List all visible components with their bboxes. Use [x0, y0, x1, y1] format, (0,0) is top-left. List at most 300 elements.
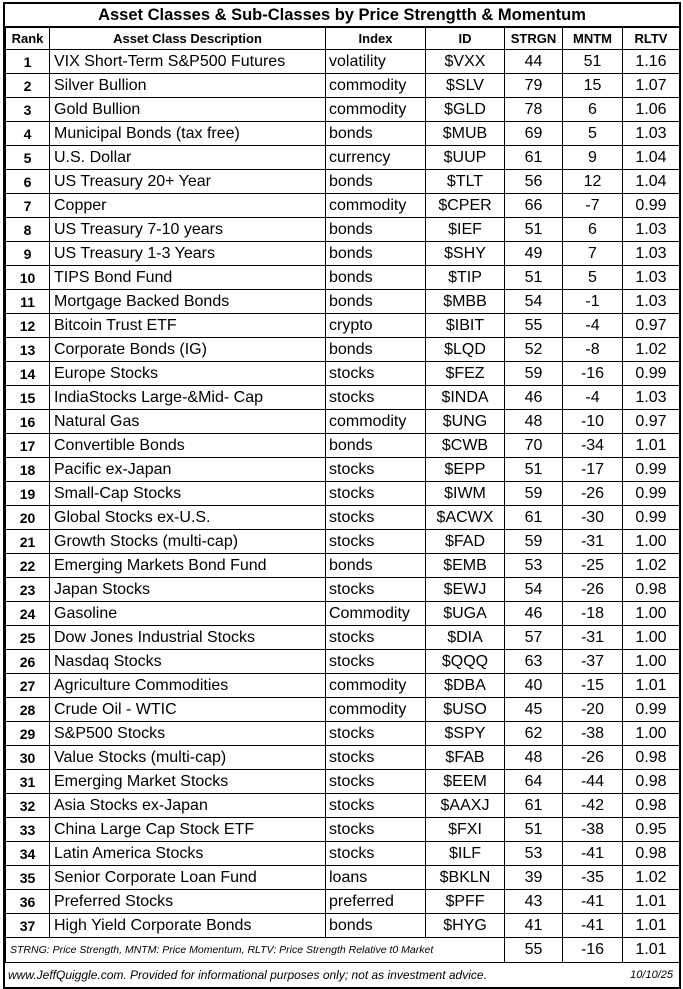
index-cell: bonds — [326, 170, 426, 194]
momentum-cell: -34 — [563, 434, 623, 458]
relative-cell: 0.98 — [623, 578, 680, 602]
index-cell: stocks — [326, 362, 426, 386]
relative-cell: 1.00 — [623, 722, 680, 746]
rank-cell: 5 — [6, 146, 50, 170]
id-cell: $SHY — [426, 242, 505, 266]
momentum-cell: -4 — [563, 386, 623, 410]
description-cell: Emerging Markets Bond Fund — [50, 554, 326, 578]
strength-cell: 61 — [505, 146, 563, 170]
id-cell: $DBA — [426, 674, 505, 698]
momentum-cell: -7 — [563, 194, 623, 218]
id-cell: $LQD — [426, 338, 505, 362]
description-cell: Senior Corporate Loan Fund — [50, 866, 326, 890]
index-cell: stocks — [326, 458, 426, 482]
relative-cell: 1.03 — [623, 122, 680, 146]
momentum-cell: -17 — [563, 458, 623, 482]
table-row — [6, 74, 680, 98]
rank-cell: 21 — [6, 530, 50, 554]
table-row — [6, 314, 680, 338]
table-title: Asset Classes & Sub-Classes by Price Strengtth & Momentum — [5, 4, 679, 27]
rank-cell: 23 — [6, 578, 50, 602]
id-cell: $HYG — [426, 914, 505, 938]
rank-cell: 19 — [6, 482, 50, 506]
strength-cell: 49 — [505, 242, 563, 266]
index-cell: stocks — [326, 506, 426, 530]
relative-cell: 0.99 — [623, 698, 680, 722]
id-cell: $PFF — [426, 890, 505, 914]
table-row — [6, 458, 680, 482]
strength-cell: 48 — [505, 746, 563, 770]
rank-cell: 31 — [6, 770, 50, 794]
rank-cell: 2 — [6, 74, 50, 98]
relative-cell: 1.03 — [623, 290, 680, 314]
header-id: ID — [426, 28, 505, 50]
id-cell: $EMB — [426, 554, 505, 578]
rank-cell: 30 — [6, 746, 50, 770]
header-momentum: MNTM — [563, 28, 623, 50]
description-cell: Value Stocks (multi-cap) — [50, 746, 326, 770]
relative-cell: 0.98 — [623, 746, 680, 770]
rank-cell: 18 — [6, 458, 50, 482]
index-cell: bonds — [326, 434, 426, 458]
table-row — [6, 794, 680, 818]
table-row — [6, 122, 680, 146]
id-cell: $ILF — [426, 842, 505, 866]
relative-cell: 1.07 — [623, 74, 680, 98]
momentum-cell: -44 — [563, 770, 623, 794]
rank-cell: 17 — [6, 434, 50, 458]
momentum-cell: 9 — [563, 146, 623, 170]
index-cell: stocks — [326, 578, 426, 602]
index-cell: bonds — [326, 122, 426, 146]
strength-cell: 64 — [505, 770, 563, 794]
relative-cell: 0.99 — [623, 362, 680, 386]
description-cell: Convertible Bonds — [50, 434, 326, 458]
id-cell: $IEF — [426, 218, 505, 242]
strength-cell: 59 — [505, 482, 563, 506]
rank-cell: 32 — [6, 794, 50, 818]
header-row — [6, 28, 680, 50]
index-cell: volatility — [326, 50, 426, 74]
strength-cell: 54 — [505, 290, 563, 314]
description-cell: U.S. Dollar — [50, 146, 326, 170]
relative-cell: 0.99 — [623, 506, 680, 530]
id-cell: $SPY — [426, 722, 505, 746]
momentum-cell: -26 — [563, 578, 623, 602]
strength-cell: 39 — [505, 866, 563, 890]
description-cell: Corporate Bonds (IG) — [50, 338, 326, 362]
index-cell: bonds — [326, 554, 426, 578]
rank-cell: 4 — [6, 122, 50, 146]
table-row — [6, 578, 680, 602]
strength-cell: 78 — [505, 98, 563, 122]
table-row — [6, 98, 680, 122]
momentum-cell: 5 — [563, 266, 623, 290]
rank-cell: 11 — [6, 290, 50, 314]
strength-cell: 70 — [505, 434, 563, 458]
relative-cell: 1.16 — [623, 50, 680, 74]
index-cell: loans — [326, 866, 426, 890]
relative-cell: 1.04 — [623, 146, 680, 170]
rank-cell: 35 — [6, 866, 50, 890]
average-momentum: -16 — [563, 938, 623, 963]
strength-cell: 66 — [505, 194, 563, 218]
table-row — [6, 554, 680, 578]
description-cell: VIX Short-Term S&P500 Futures — [50, 50, 326, 74]
description-cell: Emerging Market Stocks — [50, 770, 326, 794]
id-cell: $INDA — [426, 386, 505, 410]
column-legend-note: STRNG: Price Strength, MNTM: Price Momentum, RLTV: Price Strength Relative t0 Market — [6, 938, 505, 963]
id-cell: $FEZ — [426, 362, 505, 386]
bottom-bar — [5, 963, 679, 987]
momentum-cell: -42 — [563, 794, 623, 818]
momentum-cell: -26 — [563, 746, 623, 770]
table-row — [6, 386, 680, 410]
index-cell: commodity — [326, 74, 426, 98]
description-cell: Preferred Stocks — [50, 890, 326, 914]
rank-cell: 36 — [6, 890, 50, 914]
id-cell: $FXI — [426, 818, 505, 842]
description-cell: Growth Stocks (multi-cap) — [50, 530, 326, 554]
strength-cell: 62 — [505, 722, 563, 746]
relative-cell: 0.99 — [623, 482, 680, 506]
momentum-cell: -8 — [563, 338, 623, 362]
description-cell: Europe Stocks — [50, 362, 326, 386]
relative-cell: 1.03 — [623, 242, 680, 266]
relative-cell: 1.03 — [623, 218, 680, 242]
strength-cell: 69 — [505, 122, 563, 146]
id-cell: $AAXJ — [426, 794, 505, 818]
index-cell: crypto — [326, 314, 426, 338]
strength-cell: 44 — [505, 50, 563, 74]
description-cell: Japan Stocks — [50, 578, 326, 602]
strength-cell: 59 — [505, 362, 563, 386]
relative-cell: 1.01 — [623, 914, 680, 938]
description-cell: US Treasury 20+ Year — [50, 170, 326, 194]
description-cell: Copper — [50, 194, 326, 218]
rank-cell: 10 — [6, 266, 50, 290]
strength-cell: 59 — [505, 530, 563, 554]
table-row — [6, 530, 680, 554]
rank-cell: 34 — [6, 842, 50, 866]
rank-cell: 24 — [6, 602, 50, 626]
summary-row — [6, 938, 680, 963]
table-row — [6, 842, 680, 866]
relative-cell: 1.04 — [623, 170, 680, 194]
description-cell: Latin America Stocks — [50, 842, 326, 866]
rank-cell: 22 — [6, 554, 50, 578]
description-cell: Dow Jones Industrial Stocks — [50, 626, 326, 650]
momentum-cell: -35 — [563, 866, 623, 890]
rank-cell: 16 — [6, 410, 50, 434]
description-cell: Municipal Bonds (tax free) — [50, 122, 326, 146]
description-cell: Agriculture Commodities — [50, 674, 326, 698]
momentum-cell: -1 — [563, 290, 623, 314]
table-row — [6, 626, 680, 650]
rank-cell: 1 — [6, 50, 50, 74]
id-cell: $EPP — [426, 458, 505, 482]
momentum-cell: -4 — [563, 314, 623, 338]
index-cell: bonds — [326, 290, 426, 314]
momentum-cell: 7 — [563, 242, 623, 266]
relative-cell: 1.00 — [623, 650, 680, 674]
table-row — [6, 506, 680, 530]
relative-cell: 1.03 — [623, 266, 680, 290]
id-cell: $DIA — [426, 626, 505, 650]
momentum-cell: -38 — [563, 818, 623, 842]
id-cell: $SLV — [426, 74, 505, 98]
strength-cell: 51 — [505, 218, 563, 242]
description-cell: Mortgage Backed Bonds — [50, 290, 326, 314]
disclaimer: www.JeffQuiggle.com. Provided for informational purposes only; not as investment advice. — [8, 968, 487, 982]
relative-cell: 1.02 — [623, 338, 680, 362]
momentum-cell: -30 — [563, 506, 623, 530]
relative-cell: 1.02 — [623, 866, 680, 890]
id-cell: $VXX — [426, 50, 505, 74]
table-row — [6, 146, 680, 170]
asset-class-table-sheet — [3, 2, 681, 989]
momentum-cell: 6 — [563, 218, 623, 242]
table-row — [6, 890, 680, 914]
id-cell: $USO — [426, 698, 505, 722]
header-description: Asset Class Description — [50, 28, 326, 50]
description-cell: High Yield Corporate Bonds — [50, 914, 326, 938]
index-cell: bonds — [326, 266, 426, 290]
strength-cell: 52 — [505, 338, 563, 362]
id-cell: $CPER — [426, 194, 505, 218]
relative-cell: 0.98 — [623, 842, 680, 866]
id-cell: $UGA — [426, 602, 505, 626]
strength-cell: 40 — [505, 674, 563, 698]
momentum-cell: -37 — [563, 650, 623, 674]
rank-cell: 13 — [6, 338, 50, 362]
index-cell: commodity — [326, 98, 426, 122]
id-cell: $GLD — [426, 98, 505, 122]
table-row — [6, 746, 680, 770]
id-cell: $IBIT — [426, 314, 505, 338]
table-row — [6, 170, 680, 194]
momentum-cell: -31 — [563, 530, 623, 554]
strength-cell: 48 — [505, 410, 563, 434]
index-cell: stocks — [326, 746, 426, 770]
description-cell: US Treasury 7-10 years — [50, 218, 326, 242]
rank-cell: 33 — [6, 818, 50, 842]
rank-cell: 29 — [6, 722, 50, 746]
rank-cell: 14 — [6, 362, 50, 386]
relative-cell: 1.01 — [623, 674, 680, 698]
rank-cell: 28 — [6, 698, 50, 722]
rank-cell: 20 — [6, 506, 50, 530]
description-cell: Crude Oil - WTIC — [50, 698, 326, 722]
momentum-cell: -16 — [563, 362, 623, 386]
index-cell: stocks — [326, 650, 426, 674]
id-cell: $FAB — [426, 746, 505, 770]
id-cell: $EEM — [426, 770, 505, 794]
index-cell: commodity — [326, 674, 426, 698]
table-row — [6, 218, 680, 242]
index-cell: commodity — [326, 698, 426, 722]
table-body — [6, 50, 680, 938]
index-cell: Commodity — [326, 602, 426, 626]
strength-cell: 41 — [505, 914, 563, 938]
id-cell: $EWJ — [426, 578, 505, 602]
strength-cell: 51 — [505, 818, 563, 842]
rank-cell: 9 — [6, 242, 50, 266]
index-cell: currency — [326, 146, 426, 170]
table-row — [6, 434, 680, 458]
momentum-cell: -41 — [563, 842, 623, 866]
id-cell: $MBB — [426, 290, 505, 314]
momentum-cell: 5 — [563, 122, 623, 146]
rank-cell: 12 — [6, 314, 50, 338]
index-cell: stocks — [326, 626, 426, 650]
strength-cell: 46 — [505, 386, 563, 410]
id-cell: $ACWX — [426, 506, 505, 530]
id-cell: $TLT — [426, 170, 505, 194]
momentum-cell: 15 — [563, 74, 623, 98]
index-cell: stocks — [326, 818, 426, 842]
strength-cell: 61 — [505, 506, 563, 530]
index-cell: preferred — [326, 890, 426, 914]
relative-cell: 0.95 — [623, 818, 680, 842]
id-cell: $IWM — [426, 482, 505, 506]
description-cell: Asia Stocks ex-Japan — [50, 794, 326, 818]
relative-cell: 1.01 — [623, 890, 680, 914]
rank-cell: 25 — [6, 626, 50, 650]
index-cell: stocks — [326, 530, 426, 554]
momentum-cell: -41 — [563, 890, 623, 914]
table-row — [6, 770, 680, 794]
relative-cell: 0.97 — [623, 314, 680, 338]
index-cell: bonds — [326, 242, 426, 266]
description-cell: Nasdaq Stocks — [50, 650, 326, 674]
rank-cell: 15 — [6, 386, 50, 410]
index-cell: commodity — [326, 194, 426, 218]
strength-cell: 51 — [505, 458, 563, 482]
relative-cell: 1.00 — [623, 530, 680, 554]
momentum-cell: -18 — [563, 602, 623, 626]
header-relative: RLTV — [623, 28, 680, 50]
header-index: Index — [326, 28, 426, 50]
id-cell: $UUP — [426, 146, 505, 170]
strength-cell: 61 — [505, 794, 563, 818]
description-cell: Silver Bullion — [50, 74, 326, 98]
momentum-cell: -31 — [563, 626, 623, 650]
description-cell: Small-Cap Stocks — [50, 482, 326, 506]
momentum-cell: -10 — [563, 410, 623, 434]
description-cell: S&P500 Stocks — [50, 722, 326, 746]
relative-cell: 0.98 — [623, 794, 680, 818]
relative-cell: 0.99 — [623, 194, 680, 218]
strength-cell: 54 — [505, 578, 563, 602]
table-row — [6, 674, 680, 698]
header-rank: Rank — [6, 28, 50, 50]
momentum-cell: 51 — [563, 50, 623, 74]
description-cell: Pacific ex-Japan — [50, 458, 326, 482]
table-row — [6, 242, 680, 266]
rank-cell: 8 — [6, 218, 50, 242]
index-cell: bonds — [326, 914, 426, 938]
relative-cell: 0.99 — [623, 458, 680, 482]
description-cell: Gasoline — [50, 602, 326, 626]
momentum-cell: -41 — [563, 914, 623, 938]
relative-cell: 0.98 — [623, 770, 680, 794]
description-cell: Global Stocks ex-U.S. — [50, 506, 326, 530]
description-cell: Gold Bullion — [50, 98, 326, 122]
table-row — [6, 50, 680, 74]
index-cell: bonds — [326, 338, 426, 362]
report-date: 10/10/25 — [630, 969, 673, 981]
strength-cell: 79 — [505, 74, 563, 98]
index-cell: stocks — [326, 482, 426, 506]
strength-cell: 55 — [505, 314, 563, 338]
index-cell: commodity — [326, 410, 426, 434]
index-cell: stocks — [326, 722, 426, 746]
description-cell: IndiaStocks Large-&Mid- Cap — [50, 386, 326, 410]
momentum-cell: -15 — [563, 674, 623, 698]
description-cell: TIPS Bond Fund — [50, 266, 326, 290]
strength-cell: 51 — [505, 266, 563, 290]
momentum-cell: -26 — [563, 482, 623, 506]
momentum-cell: -38 — [563, 722, 623, 746]
index-cell: stocks — [326, 386, 426, 410]
relative-cell: 1.03 — [623, 386, 680, 410]
table-row — [6, 866, 680, 890]
relative-cell: 1.02 — [623, 554, 680, 578]
momentum-cell: -20 — [563, 698, 623, 722]
strength-cell: 43 — [505, 890, 563, 914]
id-cell: $CWB — [426, 434, 505, 458]
description-cell: US Treasury 1-3 Years — [50, 242, 326, 266]
table-row — [6, 698, 680, 722]
description-cell: Bitcoin Trust ETF — [50, 314, 326, 338]
table-row — [6, 818, 680, 842]
id-cell: $QQQ — [426, 650, 505, 674]
rank-cell: 3 — [6, 98, 50, 122]
strength-cell: 45 — [505, 698, 563, 722]
header-strength: STRGN — [505, 28, 563, 50]
table-row — [6, 362, 680, 386]
relative-cell: 1.01 — [623, 434, 680, 458]
average-strength: 55 — [505, 938, 563, 963]
strength-cell: 53 — [505, 842, 563, 866]
table-row — [6, 602, 680, 626]
index-cell: stocks — [326, 794, 426, 818]
id-cell: $FAD — [426, 530, 505, 554]
rank-cell: 26 — [6, 650, 50, 674]
rank-cell: 37 — [6, 914, 50, 938]
strength-cell: 53 — [505, 554, 563, 578]
strength-cell: 56 — [505, 170, 563, 194]
relative-cell: 1.00 — [623, 602, 680, 626]
strength-cell: 46 — [505, 602, 563, 626]
index-cell: stocks — [326, 842, 426, 866]
table-row — [6, 410, 680, 434]
table-row — [6, 482, 680, 506]
id-cell: $TIP — [426, 266, 505, 290]
rank-cell: 27 — [6, 674, 50, 698]
table-row — [6, 650, 680, 674]
table-row — [6, 266, 680, 290]
id-cell: $MUB — [426, 122, 505, 146]
description-cell: Natural Gas — [50, 410, 326, 434]
table-row — [6, 338, 680, 362]
table-row — [6, 722, 680, 746]
table-row — [6, 914, 680, 938]
relative-cell: 1.06 — [623, 98, 680, 122]
index-cell: bonds — [326, 218, 426, 242]
table-row — [6, 290, 680, 314]
